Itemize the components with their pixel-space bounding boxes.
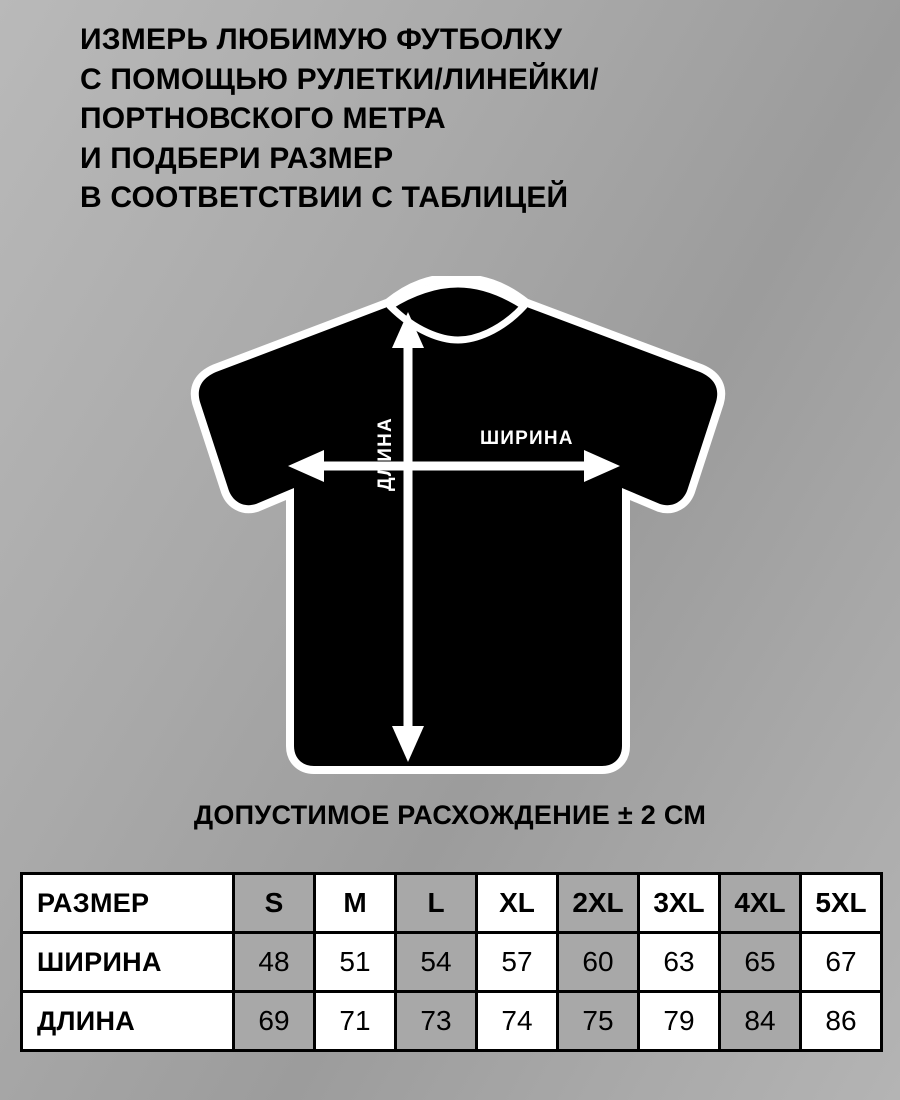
page-title: [80, 20, 840, 218]
length-value-s: 69: [234, 992, 315, 1051]
width-value-m: 51: [315, 933, 396, 992]
size-table: [20, 872, 883, 1052]
size-cell-3xl: 3XL: [639, 874, 720, 933]
row-header-length: ДЛИНА: [22, 992, 234, 1051]
width-value-5xl: 67: [801, 933, 882, 992]
headline-line-5: В СООТВЕТСТВИИ С ТАБЛИЦЕЙ: [80, 181, 569, 215]
length-value-5xl: 86: [801, 992, 882, 1051]
width-label: ШИРИНА: [480, 428, 574, 449]
length-value-3xl: 79: [639, 992, 720, 1051]
tshirt-illustration: [180, 276, 740, 776]
size-cell-2xl: 2XL: [558, 874, 639, 933]
tolerance-note: ДОПУСТИМОЕ РАСХОЖДЕНИЕ ± 2 СМ: [193, 800, 707, 830]
width-value-xl: 57: [477, 933, 558, 992]
size-cell-4xl: 4XL: [720, 874, 801, 933]
headline-line-1: ИЗМЕРЬ ЛЮБИМУЮ ФУТБОЛКУ: [80, 23, 563, 56]
table-row: [22, 992, 882, 1051]
length-value-l: 73: [396, 992, 477, 1051]
length-value-2xl: 75: [558, 992, 639, 1051]
headline-line-2: С ПОМОЩЬЮ РУЛЕТКИ/ЛИНЕЙКИ/: [80, 62, 599, 96]
size-cell-l: L: [396, 874, 477, 933]
width-value-3xl: 63: [639, 933, 720, 992]
table-row: [22, 874, 882, 933]
length-value-xl: 74: [477, 992, 558, 1051]
size-cell-m: M: [315, 874, 396, 933]
length-value-4xl: 84: [720, 992, 801, 1051]
row-header-size: РАЗМЕР: [22, 874, 234, 933]
size-cell-xl: XL: [477, 874, 558, 933]
width-value-4xl: 65: [720, 933, 801, 992]
row-header-width: ШИРИНА: [22, 933, 234, 992]
length-label: ДЛИНА: [375, 417, 396, 491]
width-value-s: 48: [234, 933, 315, 992]
length-value-m: 71: [315, 992, 396, 1051]
headline-line-3: ПОРТНОВСКОГО МЕТРА: [80, 102, 446, 136]
size-cell-s: S: [234, 874, 315, 933]
size-table-wrapper: [20, 872, 880, 1052]
table-row: [22, 933, 882, 992]
headline-line-4: И ПОДБЕРИ РАЗМЕР: [80, 141, 394, 175]
size-cell-5xl: 5XL: [801, 874, 882, 933]
width-value-2xl: 60: [558, 933, 639, 992]
width-value-l: 54: [396, 933, 477, 992]
tshirt-diagram: [180, 276, 740, 776]
